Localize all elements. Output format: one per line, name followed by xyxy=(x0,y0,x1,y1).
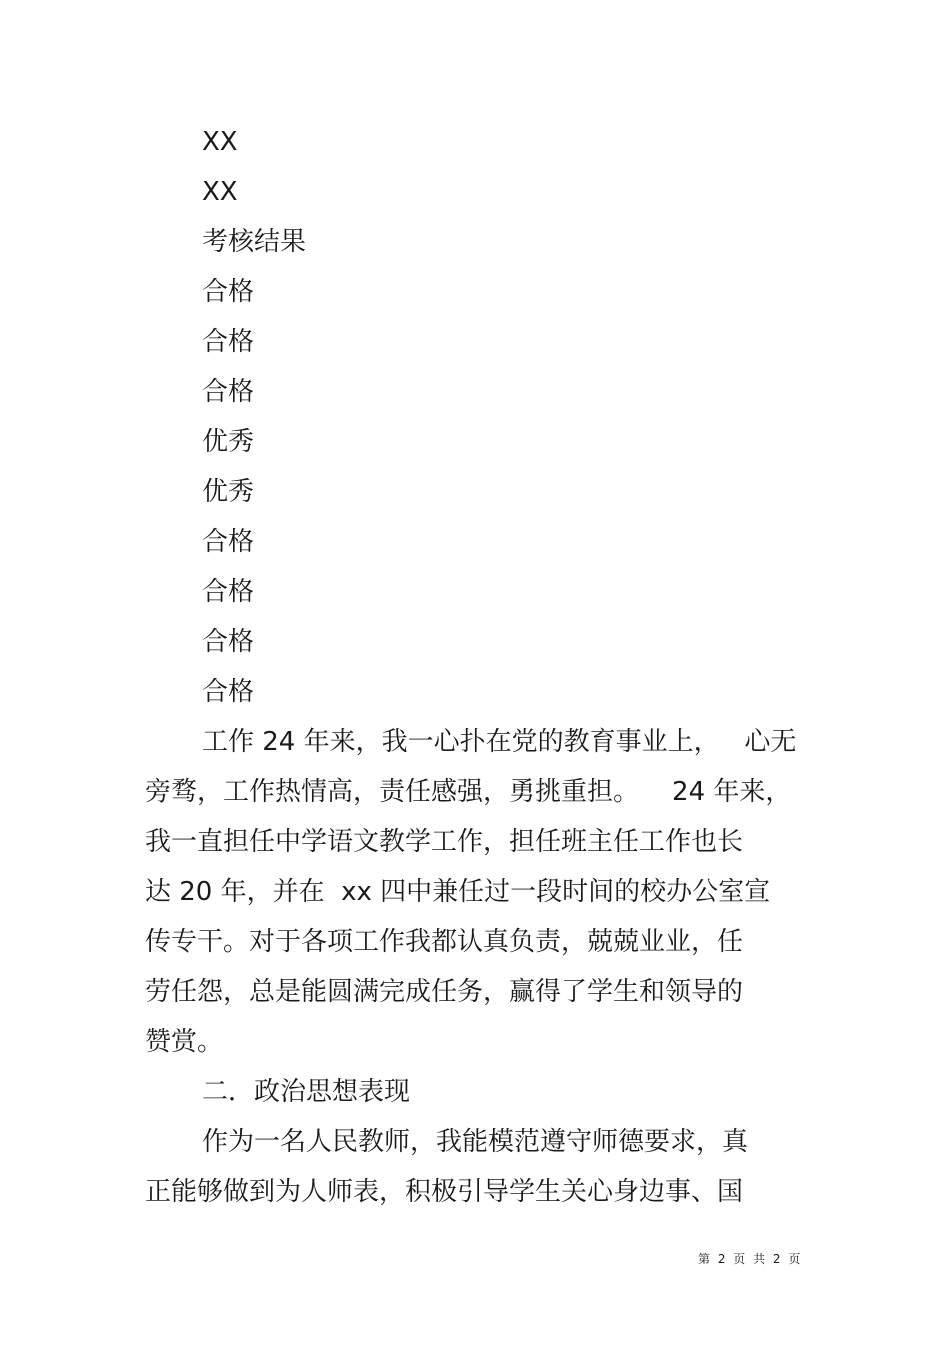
paragraph-line: 正能够做到为人师表，积极引导学生关心身边事、国 xyxy=(145,1177,744,1207)
list-item-heading: 考核结果 xyxy=(202,227,307,257)
list-item: 合格 xyxy=(202,577,255,607)
list-item: XX xyxy=(202,177,238,207)
list-item: 合格 xyxy=(202,327,255,357)
list-item: 合格 xyxy=(202,277,255,307)
paragraph-line: 劳任怨，总是能圆满完成任务，赢得了学生和领导的 xyxy=(145,977,744,1007)
page-footer: 第 2 页 共 2 页 xyxy=(698,1252,803,1266)
list-item: 合格 xyxy=(202,627,255,657)
list-item: XX xyxy=(202,127,238,157)
paragraph-line: 工作 24 年来，我一心扑在党的教育事业上， 心无 xyxy=(202,727,797,757)
list-item: 合格 xyxy=(202,377,255,407)
list-item: 合格 xyxy=(202,677,255,707)
paragraph-line: 传专干。对于各项工作我都认真负责，兢兢业业，任 xyxy=(145,927,744,957)
paragraph-line: 我一直担任中学语文教学工作，担任班主任工作也长 xyxy=(145,827,744,857)
section-heading: 二．政治思想表现 xyxy=(202,1077,411,1107)
list-item: 优秀 xyxy=(202,427,255,457)
paragraph-line: 赞赏。 xyxy=(145,1027,224,1057)
paragraph-line: 旁骛，工作热情高，责任感强，勇挑重担。 24 年来， xyxy=(145,777,792,807)
paragraph-line: 达 20 年，并在 xx 四中兼任过一段时间的校办公室宣 xyxy=(145,877,771,907)
list-item: 优秀 xyxy=(202,477,255,507)
list-item: 合格 xyxy=(202,527,255,557)
paragraph-line: 作为一名人民教师，我能模范遵守师德要求，真 xyxy=(202,1127,749,1157)
